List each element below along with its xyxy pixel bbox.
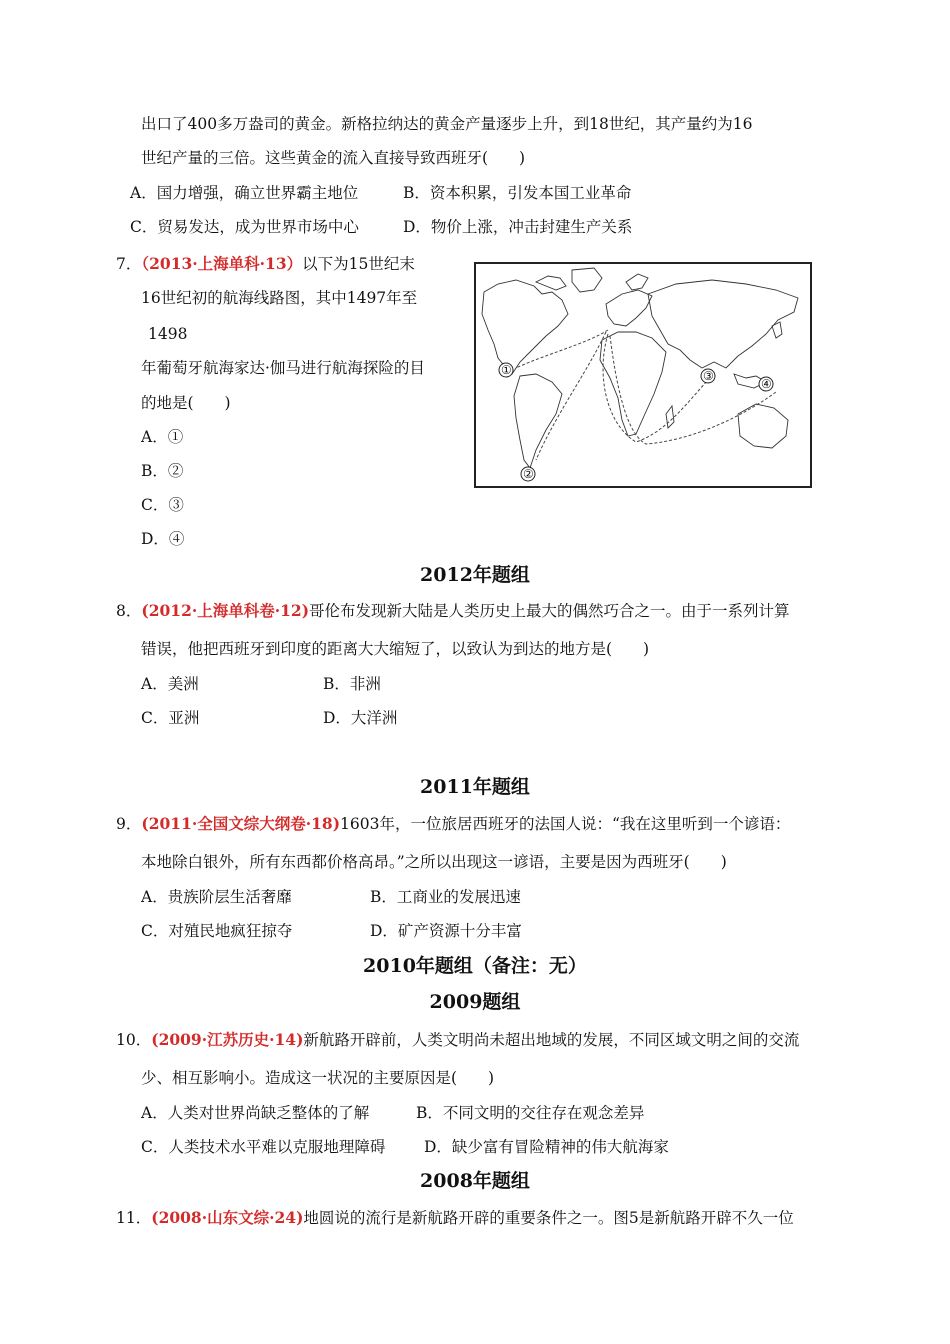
map-marker-4-label: ④	[761, 377, 772, 391]
q10-number: 10．	[116, 1031, 152, 1049]
q7-option-d: D．④	[141, 530, 185, 548]
greenland-outline	[572, 268, 602, 292]
q7-option-b: B．②	[141, 462, 184, 480]
q10-stem-line1	[116, 1030, 799, 1050]
q8-line1-text: 哥伦布发现新大陆是人类历史上最大的偶然巧合之一。由于一系列计算	[309, 602, 790, 620]
map-marker-3-label: ③	[703, 369, 714, 383]
q7-source: （2013·上海单科·13）	[141, 254, 303, 273]
q9-option-b: B．工商业的发展迅速	[370, 888, 521, 906]
route-columbus	[516, 330, 608, 368]
q8-option-c: C．亚洲	[141, 709, 200, 727]
q9-number: 9．	[116, 815, 142, 833]
q6-option-c: C．贸易发达，成为世界市场中心	[130, 218, 359, 236]
q8-number: 8．	[116, 602, 142, 620]
q6-line1: 出口了400多万盎司的黄金。新格拉纳达的黄金产量逐步上升，到18世纪，其产量约为16	[141, 115, 753, 133]
q9-line1-text: 1603年，一位旅居西班牙的法国人说：“我在这里听到一个谚语：	[340, 815, 791, 833]
q8-option-a: A．美洲	[141, 675, 199, 693]
section-heading-2009: 2009题组	[429, 991, 521, 1013]
europe-outline	[606, 290, 652, 326]
q7-option-a: A．①	[141, 428, 184, 446]
q9-source: (2011·全国文综大纲卷·18)	[141, 814, 341, 833]
q7-line5: 的地是( )	[141, 394, 231, 412]
q11-stem-line1	[116, 1208, 794, 1228]
q9-option-d: D．矿产资源十分丰富	[370, 922, 522, 940]
route-east	[610, 336, 776, 444]
q10-option-a: A．人类对世界尚缺乏整体的了解	[141, 1104, 370, 1122]
q6-option-d: D．物价上涨，冲击封建生产关系	[403, 218, 633, 236]
africa-outline	[600, 332, 666, 436]
section-heading-2008: 2008年题组	[420, 1170, 530, 1192]
q8-line2: 错误，他把西班牙到印度的距离大大缩短了，以致认为到达的地方是( )	[141, 640, 650, 658]
section-heading-2011: 2011年题组	[420, 776, 530, 798]
q8-stem-line1	[116, 601, 790, 621]
q8-option-d: D．大洋洲	[323, 709, 398, 727]
q6-option-a: A．国力增强，确立世界霸主地位	[130, 184, 359, 202]
q7-stem-line1	[116, 254, 415, 274]
q10-option-c: C．人类技术水平难以克服地理障碍	[141, 1138, 386, 1156]
section-heading-2012: 2012年题组	[420, 564, 530, 586]
north-america-outline	[482, 280, 568, 374]
route-magellan	[536, 332, 606, 460]
q6-option-b: B．资本积累，引发本国工业革命	[403, 184, 632, 202]
q9-option-c: C．对殖民地疯狂掠夺	[141, 922, 293, 940]
q11-source: (2008·山东文综·24)	[151, 1208, 304, 1227]
q7-line2: 16世纪初的航海线路图，其中1497年至	[141, 289, 418, 307]
q11-line1-text: 地圆说的流行是新航路开辟的重要条件之一。图5是新航路开辟不久一位	[303, 1209, 794, 1227]
q10-option-d: D．缺少富有冒险精神的伟大航海家	[424, 1138, 669, 1156]
q9-line2: 本地除白银外，所有东西都价格高昂。”之所以出现这一谚语，主要是因为西班牙( )	[141, 853, 727, 871]
q11-number: 11．	[116, 1209, 152, 1227]
q7-number: 7．	[116, 255, 142, 273]
q7-line1-text: 以下为15世纪末	[302, 255, 415, 273]
voyage-route-map	[474, 262, 812, 488]
south-america-outline	[514, 374, 562, 468]
q7-line4: 年葡萄牙航海家达·伽马进行航海探险的目	[141, 359, 425, 377]
q9-option-a: A．贵族阶层生活奢靡	[141, 888, 292, 906]
q10-line1-text: 新航路开辟前，人类文明尚未超出地域的发展，不同区域文明之间的交流	[303, 1031, 800, 1049]
map-marker-2-label: ②	[523, 467, 534, 481]
q10-option-b: B．不同文明的交往存在观念差异	[416, 1104, 645, 1122]
section-heading-2010: 2010年题组（备注：无）	[363, 955, 587, 977]
q8-source: (2012·上海单科卷·12)	[141, 601, 310, 620]
q7-option-c: C．③	[141, 496, 184, 514]
q7-line3: 1498	[148, 325, 188, 343]
q9-stem-line1	[116, 814, 790, 834]
q6-line2: 世纪产量的三倍。这些黄金的流入直接导致西班牙( )	[141, 149, 526, 167]
map-marker-1-label: ①	[501, 363, 512, 377]
world-map-figure	[476, 264, 810, 486]
q8-option-b: B．非洲	[323, 675, 381, 693]
q10-source: (2009·江苏历史·14)	[151, 1030, 304, 1049]
australia-outline	[738, 404, 788, 448]
q10-line2: 少、相互影响小。造成这一状况的主要原因是( )	[141, 1069, 495, 1087]
